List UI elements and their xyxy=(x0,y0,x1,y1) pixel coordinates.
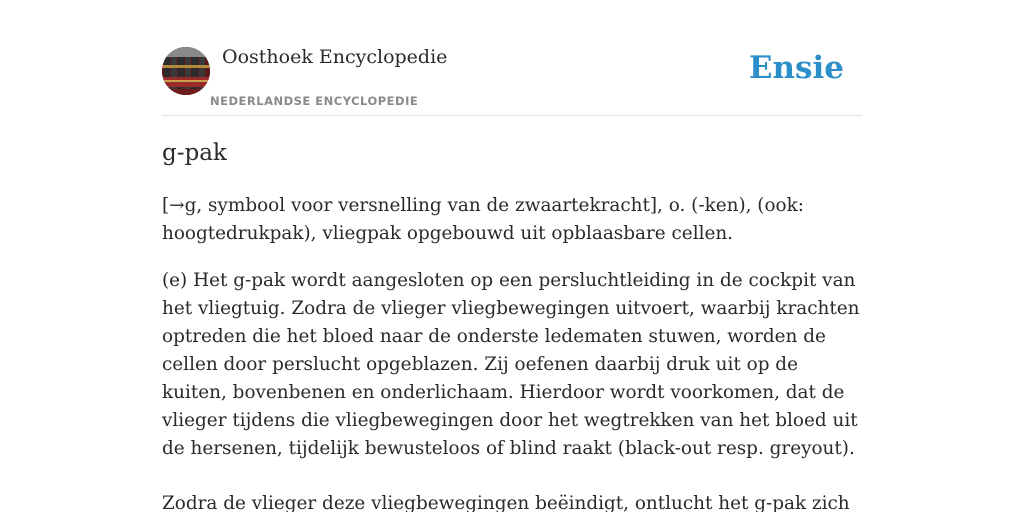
site-header xyxy=(162,0,862,116)
books-icon xyxy=(162,47,210,95)
encyclopedia-books-logo[interactable] xyxy=(162,47,210,95)
page xyxy=(162,0,862,512)
entry-headword: g-pak xyxy=(162,140,227,166)
entry-paragraph: [→g, symbool voor versnelling van de zwaartekracht], o. (-ken), (ook: hoogtedrukpak), vliegpak opgebouwd uit opblaasbare cellen. xyxy=(162,195,804,244)
ensie-logo-link[interactable]: Ensie xyxy=(748,50,844,86)
site-title[interactable]: Oosthoek Encyclopedie xyxy=(222,46,448,68)
site-subtitle: NEDERLANDSE ENCYCLOPEDIE xyxy=(210,94,419,108)
entry-paragraph: (e) Het g-pak wordt aangesloten op een persluchtleiding in de cockpit van het vliegtuig. Zodra de vlieger vliegbewegingen uitvoert, waarbij krachten optreden die het bloed naar de onderste ledematen stuwen, worden de cellen door perslucht opgeblazen. Zij oefenen daarbij druk uit op de kuiten, bovenbenen en onderlichaam. Hierdoor wordt voorkomen, dat de vlieger tijdens die vliegbewegingen door het wegtrekken van het bloed uit de hersenen, tijdelijk bewusteloos of blind raakt (black-out resp. greyout). xyxy=(162,270,860,459)
entry-paragraph: Zodra de vlieger deze vliegbewegingen beëindigt, ontlucht het g-pak zich xyxy=(162,493,850,512)
